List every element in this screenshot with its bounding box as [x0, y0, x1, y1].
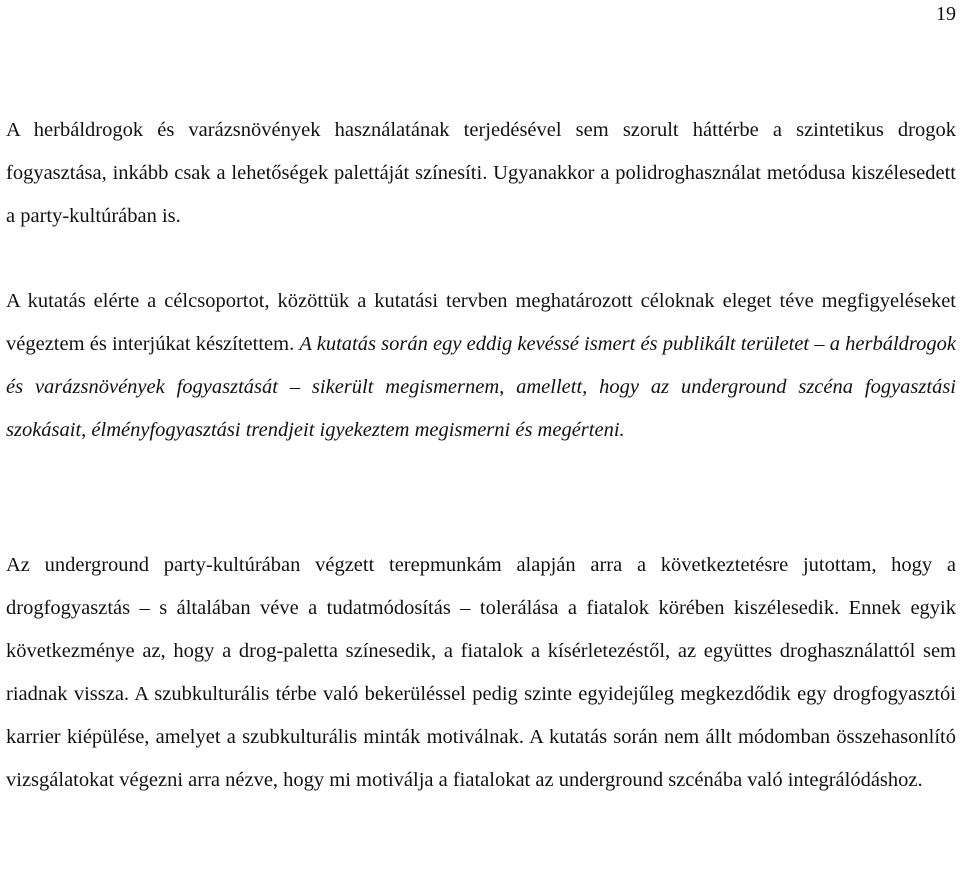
page-number: 19 [936, 3, 956, 25]
paragraph-3: Az underground party-kultúrában végzett terepmunkám alapján arra a következtetésre jutottam, hogy a drogfogyasztás – s általában véve a tudatmódosítás – tolerálása a fiatalok körében kiszélesedik. Ennek egyik következménye az, hogy a drog-paletta színesedik, a fiatalok a kísérletezéstől, az együttes droghasználattól sem riadnak vissza. A szubkulturális térbe való bekerüléssel pedig szinte egyidejűleg megkezdődik egy drogfogyasztói karrier kiépülése, amelyet a szubkulturális minták motiválnak. A kutatás során nem állt módomban összehasonlító vizsgálatokat végezni arra nézve, hogy mi motiválja a fiatalokat az underground szcénába való integrálódáshoz. [6, 554, 956, 791]
paragraph-2-regular-text: A kutatás elérte a célcsoportot, közöttük a kutatási tervben meghatározott céloknak eleget téve megfigyeléseket végeztem és interjúkat készítettem. [6, 290, 956, 355]
paragraph-2-italic-text: A kutatás során egy eddig kevéssé ismert és publikált területet – a herbáldrogok és varázsnövények fogyasztását – sikerült megismernem, amellett, hogy az underground szcéna fogyasztási szokásait, élményfogyasztási trendjeit igyekeztem megismerni és megérteni. [6, 333, 956, 441]
paragraph-1: A herbáldrogok és varázsnövények használatának terjedésével sem szorult háttérbe a szintetikus drogok fogyasztása, inkább csak a lehetőségek palettáját színesíti. Ugyanakkor a polidroghasználat metódusa kiszélesedett a party-kultúrában is. [6, 119, 956, 227]
paragraph-2 [6, 280, 956, 452]
